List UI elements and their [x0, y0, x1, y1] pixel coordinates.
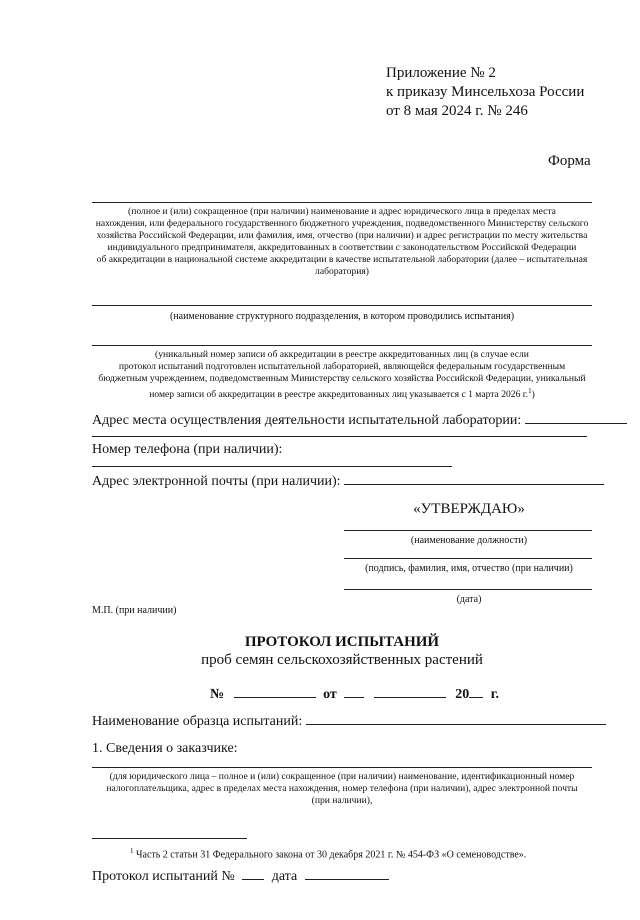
address-input[interactable]	[525, 410, 627, 424]
address-row	[92, 410, 627, 430]
legal-name-note-line-5: об аккредитации в национальной системе аккредитации в качестве испытательной лаборатории (далее – испытательная	[96, 254, 588, 265]
date-line[interactable]	[344, 589, 592, 590]
from-label: от	[323, 687, 337, 702]
position-line[interactable]	[344, 530, 592, 531]
phone-input[interactable]	[92, 466, 452, 467]
year-prefix: 20	[455, 687, 470, 702]
footnote-text: Часть 2 статьи 31 Федерального закона от 30 декабря 2021 г. № 454-ФЗ «О семеноводстве».	[133, 849, 527, 861]
legal-name-note-line-1: (полное и (или) сокращенное (при наличии) наименование и адрес юридического лица в пределах места	[128, 206, 556, 217]
footer-row	[92, 866, 389, 886]
legal-name-note-line-6: лаборатория)	[315, 266, 369, 277]
protocol-number-input[interactable]	[234, 684, 316, 698]
accreditation-note-line-3: бюджетным учреждением, подведомственным Министерству сельского хозяйства Российской Федерации, уникальный	[98, 373, 586, 384]
appendix-line-2: к приказу Минсельхоза России	[386, 84, 585, 100]
customer-note-line-1: (для юридического лица – полное и (или) сокращенное (при наличии) наименование, идентификационный номер	[109, 771, 575, 782]
day-input[interactable]	[344, 684, 364, 698]
accreditation-line	[92, 345, 592, 346]
appendix-header	[386, 64, 584, 121]
email-label: Адрес электронной почты (при наличии):	[92, 474, 341, 489]
protocol-subtitle: проб семян сельскохозяйственных растений	[201, 652, 483, 668]
accreditation-note-line-2: протокол испытаний подготовлен испытательной лабораторией, являющейся федеральным государственным	[118, 361, 566, 372]
legal-name-line	[92, 202, 592, 203]
email-row	[92, 471, 604, 491]
appendix-line-3: от 8 мая 2024 г. № 246	[386, 103, 528, 119]
accreditation-note-line-4-text: номер записи об аккредитации в реестре аккредитованных лиц указывается с 1 марта 2026 г.	[149, 389, 529, 401]
customer-note-line-3: (при наличии),	[311, 795, 373, 806]
email-input[interactable]	[344, 471, 604, 485]
year-input[interactable]	[469, 684, 483, 698]
sample-input[interactable]	[306, 711, 606, 725]
footnote-ref: 1	[528, 387, 532, 395]
legal-name-note-line-4: индивидуального предпринимателя, аккредитованных в соответствии с законодательством Российской Федерации	[107, 242, 577, 253]
footer-date-label: дата	[271, 869, 298, 884]
appendix-line-1: Приложение № 2	[386, 65, 496, 81]
number-sign: №	[210, 687, 225, 702]
sample-row	[92, 711, 606, 731]
legal-name-note	[86, 206, 598, 278]
legal-name-note-line-3: хозяйства Российской Федерации, или фамилия, имя, отчество (при наличии) и адрес регистрации по месту жительства	[96, 230, 588, 241]
accreditation-note	[86, 349, 598, 401]
accreditation-note-line-1: (уникальный номер записи об аккредитации в реестре аккредитованных лиц (в случае если	[155, 349, 529, 360]
legal-name-note-line-2: нахождения, или федерального государственного бюджетного учреждения, подведомственного Министерству сельского	[95, 218, 589, 229]
protocol-title: ПРОТОКОЛ ИСПЫТАНИЙ	[244, 634, 440, 650]
footnote	[130, 845, 526, 861]
subdivision-note: (наименование структурного подразделения, в котором проводились испытания)	[169, 311, 515, 322]
subdivision-line	[92, 305, 592, 306]
footer-date-input[interactable]	[305, 866, 389, 880]
customer-line[interactable]	[92, 767, 592, 768]
date-note: (дата)	[456, 594, 482, 605]
signature-note: (подпись, фамилия, имя, отчество (при наличии)	[365, 563, 573, 574]
protocol-number-row	[210, 684, 499, 704]
address-line-2[interactable]	[92, 436, 587, 437]
footnote-separator	[92, 838, 247, 839]
form-label: Форма	[548, 153, 591, 169]
footnote-marker: 1	[130, 847, 134, 855]
signature-line[interactable]	[344, 558, 592, 559]
position-note: (наименование должности)	[410, 535, 528, 546]
phone-label: Номер телефона (при наличии):	[92, 442, 283, 457]
accreditation-note-line-4: номер записи об аккредитации в реестре аккредитованных лиц указывается с 1 марта 2026 г.$^1$)	[149, 387, 535, 401]
footer-number-input[interactable]	[242, 866, 264, 880]
year-suffix: г.	[490, 687, 500, 702]
sample-label: Наименование образца испытаний:	[92, 714, 303, 729]
address-label: Адрес места осуществления деятельности испытательной лаборатории:	[92, 413, 522, 428]
customer-note-line-2: налогоплательщика, адрес в пределах места нахождения, номер телефона (при наличии), адрес электронной почты	[106, 783, 578, 794]
approve-title: «УТВЕРЖДАЮ»	[413, 501, 525, 517]
customer-note	[86, 771, 598, 807]
footer-protocol-label: Протокол испытаний №	[92, 869, 235, 884]
month-input[interactable]	[374, 684, 446, 698]
customer-heading: 1. Сведения о заказчике:	[92, 741, 238, 756]
stamp-label: М.П. (при наличии)	[92, 605, 177, 616]
